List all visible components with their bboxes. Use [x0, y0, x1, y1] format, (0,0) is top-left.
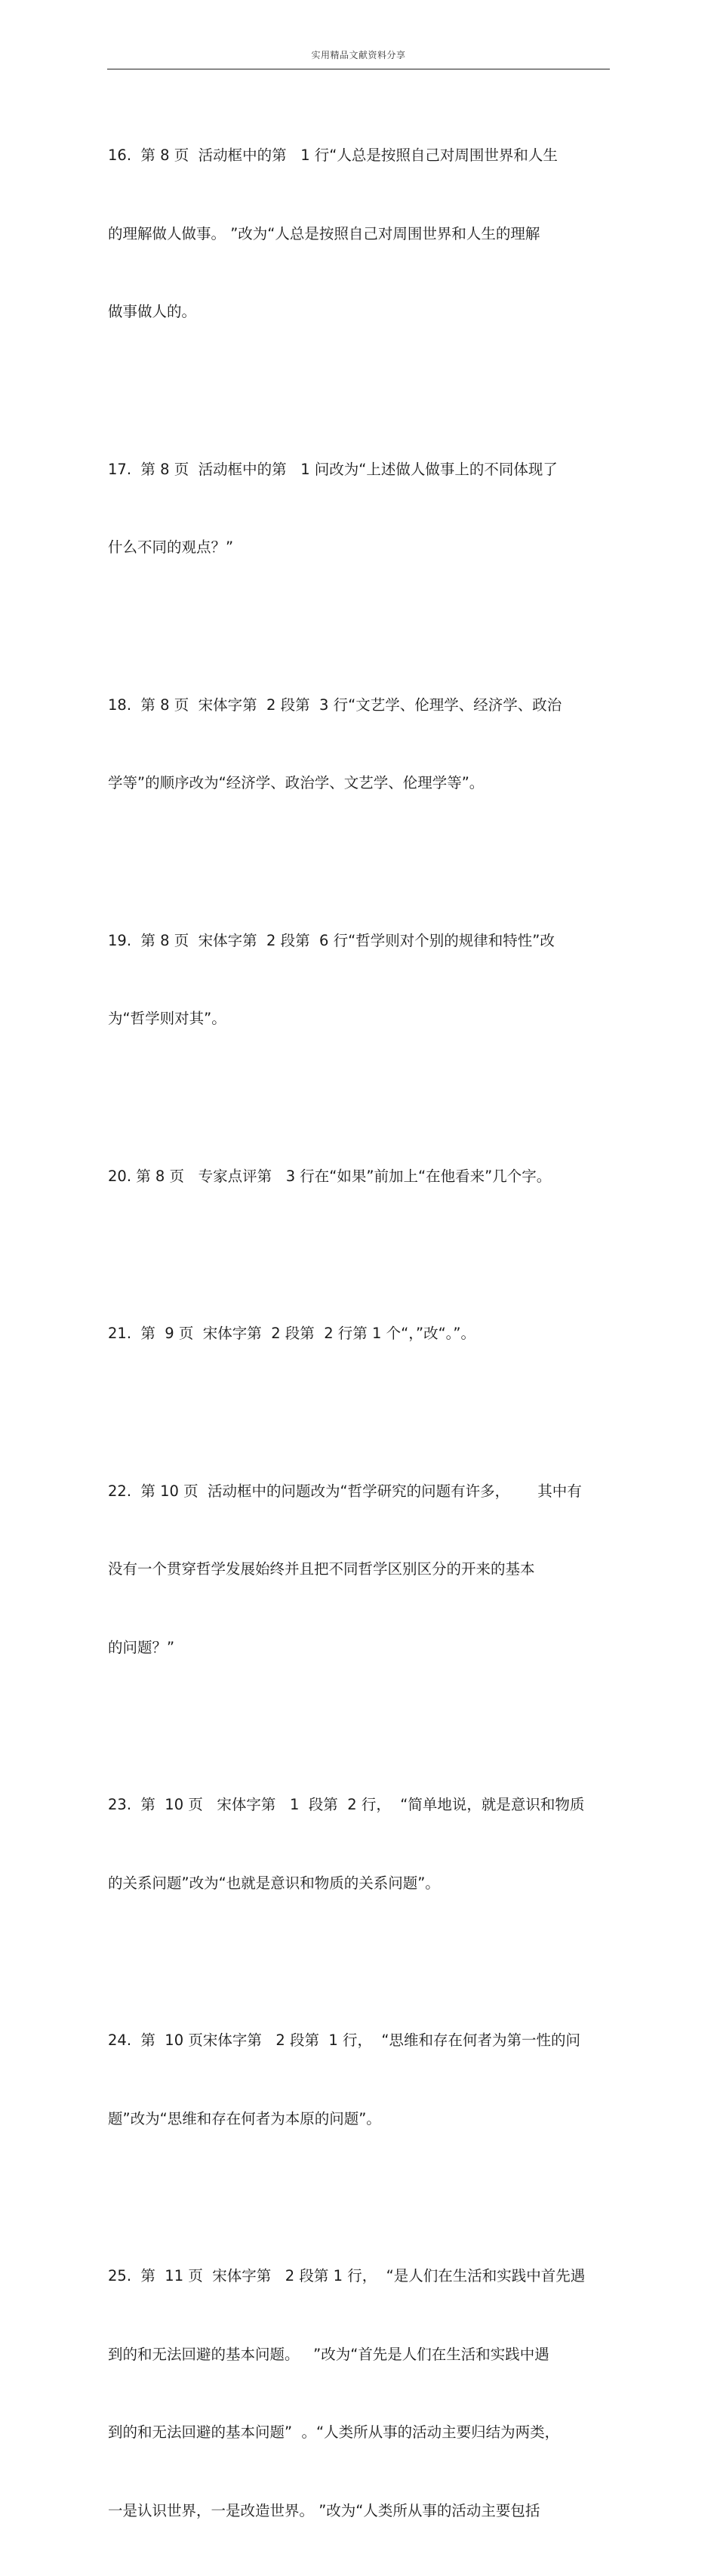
text-line: 做事做人的。 [108, 303, 197, 320]
text-line: 24. 第 10 页宋体字第 2 段第 1 行， “思维和存在何者为第一性的问 [108, 2031, 581, 2049]
text-line: 18. 第 8 页 宋体字第 2 段第 3 行“文艺学、伦理学、经济学、政治 [108, 696, 562, 714]
text-line: 21. 第 9 页 宋体字第 2 段第 2 行第 1 个“，”改“。”。 [108, 1325, 476, 1342]
text-line: 什么不同的观点？” [108, 538, 234, 556]
text-line: 20. 第 8 页 专家点评第 3 行在“如果”前加上“在他看来”几个字。 [108, 1167, 552, 1185]
text-line: 的理解做人做事。 ”改为“人总是按照自己对周围世界和人生的理解 [108, 224, 540, 242]
list-item [108, 1112, 614, 1242]
text-line: 到的和无法回避的基本问题” 。“人类所从事的活动主要归结为两类， [108, 2423, 560, 2441]
list-item [108, 405, 614, 613]
text-line: 到的和无法回避的基本问题。 ”改为“首先是人们在生活和实践中遇 [108, 2345, 549, 2363]
list-item [108, 91, 614, 378]
text-line: 学等”的顺序改为“经济学、政治学、文艺学、伦理学等”。 [108, 774, 485, 791]
page-header: 实用精品文献资料分享 [311, 50, 406, 60]
list-item [108, 1740, 614, 1948]
text-line: 一是认识世界，一是改造世界。 ”改为“人类所从事的活动主要包括 [108, 2501, 540, 2519]
text-line: 的关系问题”改为“也就是意识和物质的关系问题”。 [108, 1874, 440, 1892]
text-line: 题”改为“思维和存在何者为本原的问题”。 [108, 2109, 381, 2127]
text-line: 没有一个贯穿哲学发展始终并且把不同哲学区别区分的开来的基本 [108, 1560, 535, 1578]
text-line: 的问题？” [108, 1638, 175, 1656]
document-body [108, 91, 614, 2576]
list-item [108, 1427, 614, 1714]
text-line: 19. 第 8 页 宋体字第 2 段第 6 行“哲学则对个别的规律和特性”改 [108, 931, 555, 949]
text-line: 为“哲学则对其”。 [108, 1010, 226, 1027]
text-line: 16. 第 8 页 活动框中的第 1 行“人总是按照自己对周围世界和人生 [108, 147, 558, 164]
list-item [108, 640, 614, 849]
list-item [108, 2211, 614, 2576]
text-line: 17. 第 8 页 活动框中的第 1 问改为“上述做人做事上的不同体现了 [108, 460, 558, 478]
text-line: 25. 第 11 页 宋体字第 2 段第 1 行， “是人们在生活和实践中首先遇 [108, 2267, 586, 2284]
text-line: 22. 第 10 页 活动框中的问题改为“哲学研究的问题有许多， 其中有 [108, 1482, 582, 1500]
list-item [108, 1269, 614, 1399]
list-item [108, 876, 614, 1084]
list-item [108, 1976, 614, 2184]
text-line: 23. 第 10 页 宋体字第 1 段第 2 行， “简单地说，就是意识和物质 [108, 1796, 585, 1813]
